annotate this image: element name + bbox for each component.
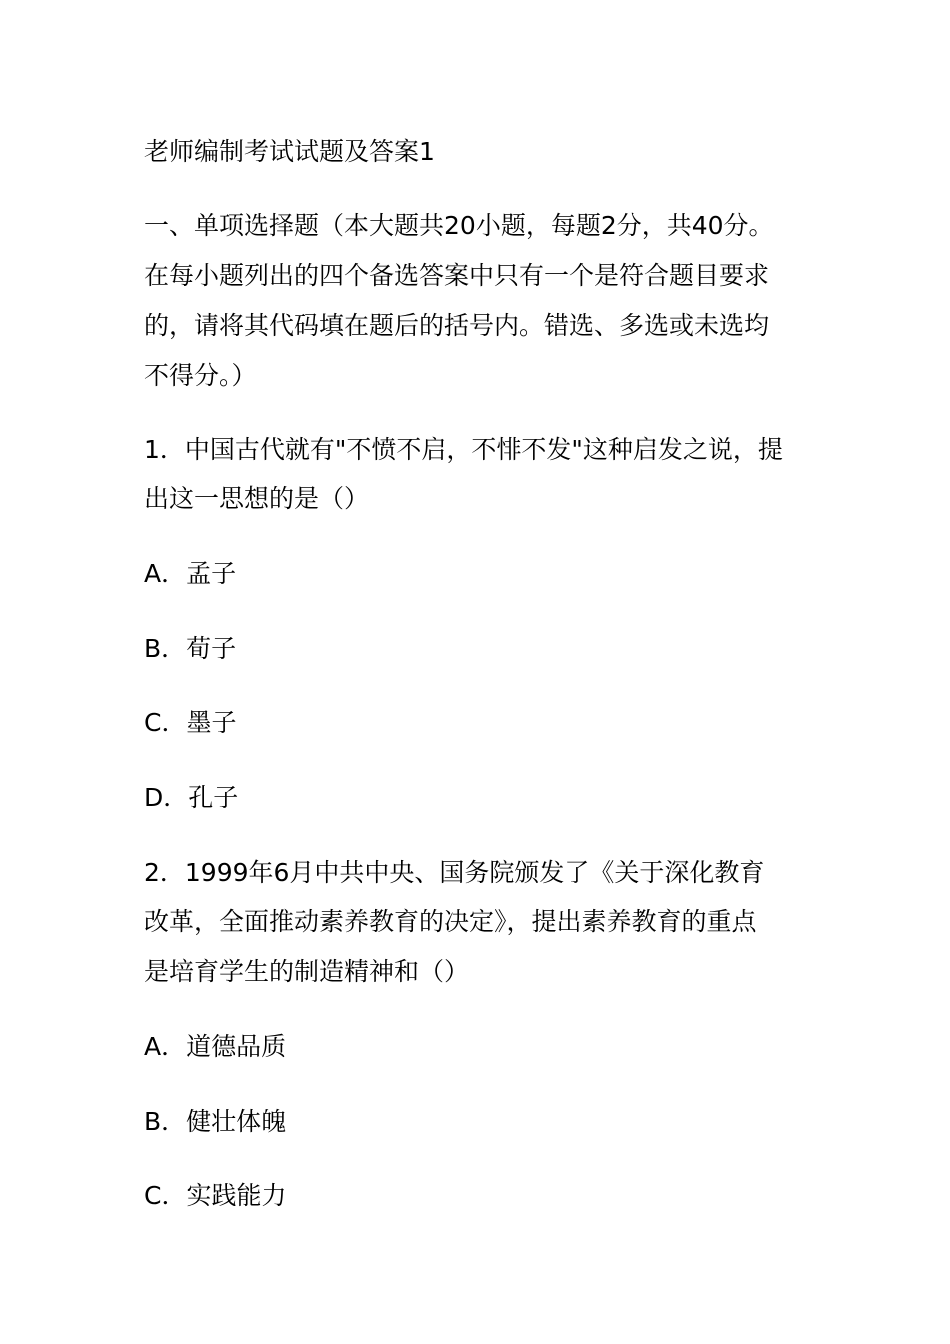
document-title: 老师编制考试试题及答案1 <box>144 137 435 166</box>
question-2-option-b: B．健壮体魄 <box>144 1107 287 1136</box>
question-1-option-b: B．荀子 <box>144 634 237 663</box>
section-instruction-line-4: 不得分。） <box>144 361 257 390</box>
question-1-line-2: 出这一思想的是（） <box>144 484 370 513</box>
question-2-line-3: 是培育学生的制造精神和（） <box>144 957 470 986</box>
question-2-line-2: 改革，全面推动素养教育的决定》，提出素养教育的重点 <box>144 907 757 936</box>
section-instruction-line-2: 在每小题列出的四个备选答案中只有一个是符合题目要求 <box>144 261 770 290</box>
question-1-line-1: 1．中国古代就有"不愤不启，不悱不发"这种启发之说，提 <box>144 435 783 464</box>
question-1-option-d: D．孔子 <box>144 783 239 812</box>
question-1-option-c: C．墨子 <box>144 708 237 737</box>
question-2-option-c: C．实践能力 <box>144 1181 287 1210</box>
section-instruction-line-1: 一、单项选择题（本大题共20小题，每题2分，共40分。 <box>144 211 774 240</box>
question-1-option-a: A．孟子 <box>144 559 237 588</box>
question-2-line-1: 2．1999年6月中共中央、国务院颁发了《关于深化教育 <box>144 858 765 887</box>
section-instruction-line-3: 的，请将其代码填在题后的括号内。错选、多选或未选均 <box>144 311 770 340</box>
question-2-option-a: A．道德品质 <box>144 1032 287 1061</box>
